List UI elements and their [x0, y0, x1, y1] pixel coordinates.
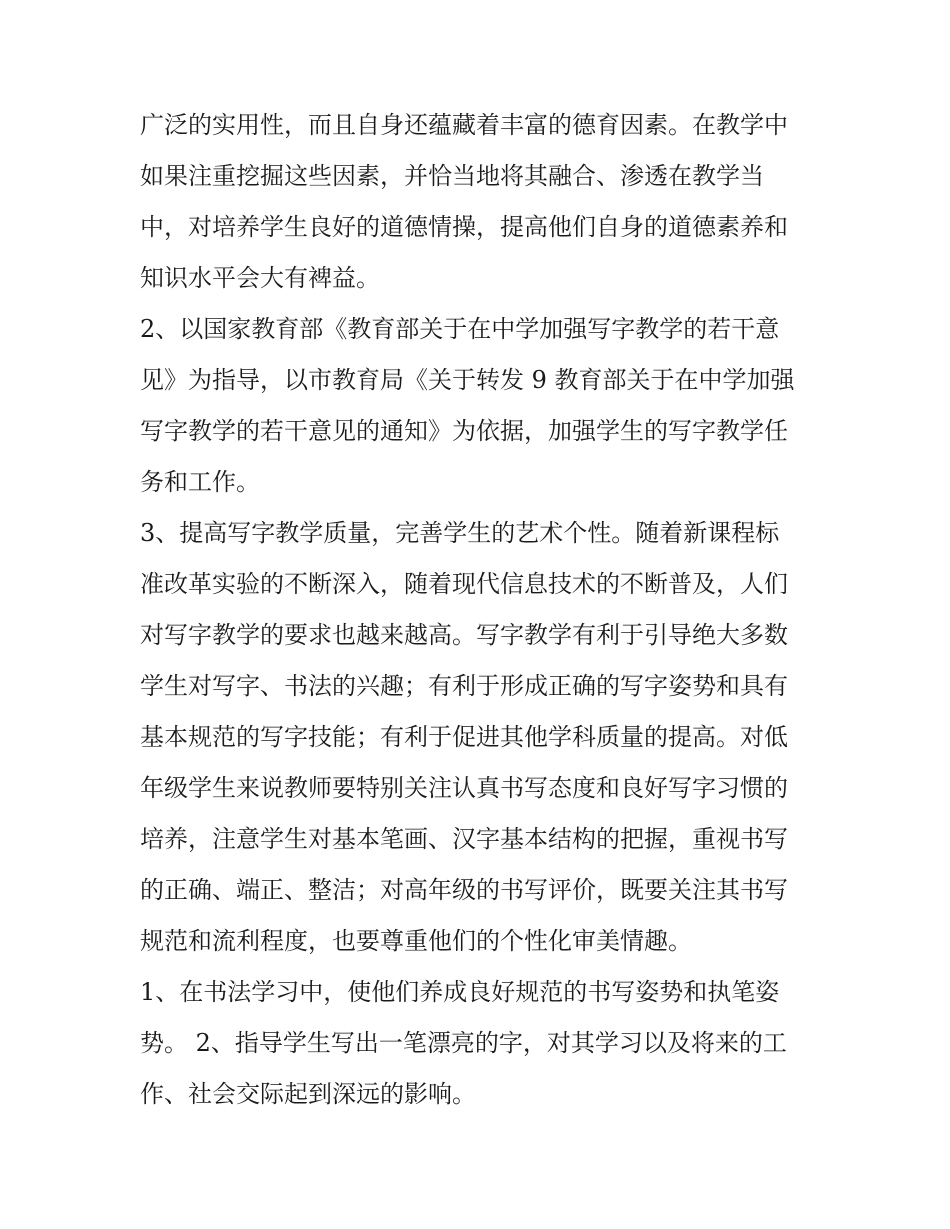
text-line: 学生对写字、书法的兴趣；有利于形成正确的写字姿势和具有 — [140, 672, 788, 700]
text-line: 准改革实验的不断深入，随着现代信息技术的不断普及，人们 — [140, 570, 788, 598]
text-line: 见》为指导，以市教育局《关于转发 9 教育部关于在中学加强 — [140, 366, 795, 394]
text-line: 2、以国家教育部《教育部关于在中学加强写字教学的若干意 — [140, 315, 780, 343]
text-line: 务和工作。 — [140, 468, 260, 496]
text-line: 1、在书法学习中，使他们养成良好规范的书写姿势和执笔姿 — [140, 978, 780, 1006]
text-line: 年级学生来说教师要特别关注认真书写态度和良好写字习惯的 — [140, 774, 788, 802]
text-line: 的正确、端正、整洁；对高年级的书写评价，既要关注其书写 — [140, 876, 788, 904]
text-line: 基本规范的写字技能；有利于促进其他学科质量的提高。对低 — [140, 723, 788, 751]
text-line: 对写字教学的要求也越来越高。写字教学有利于引导绝大多数 — [140, 621, 788, 649]
text-line: 培养，注意学生对基本笔画、汉字基本结构的把握，重视书写 — [140, 825, 788, 853]
text-line: 写字教学的若干意见的通知》为依据，加强学生的写字教学任 — [140, 417, 788, 445]
text-line: 势。 2、指导学生写出一笔漂亮的字，对其学习以及将来的工 — [140, 1029, 787, 1057]
document-body — [140, 100, 820, 1120]
text-line: 作、社会交际起到深远的影响。 — [140, 1080, 476, 1108]
text-line: 中，对培养学生良好的道德情操，提高他们自身的道德素养和 — [140, 213, 788, 241]
text-line: 广泛的实用性，而且自身还蕴藏着丰富的德育因素。在教学中 — [140, 111, 788, 139]
text-line: 规范和流利程度，也要尊重他们的个性化审美情趣。 — [140, 927, 692, 955]
text-line: 3、提高写字教学质量，完善学生的艺术个性。随着新课程标 — [140, 519, 780, 547]
text-line: 如果注重挖掘这些因素，并恰当地将其融合、渗透在教学当 — [140, 162, 764, 190]
text-line: 知识水平会大有裨益。 — [140, 264, 380, 292]
